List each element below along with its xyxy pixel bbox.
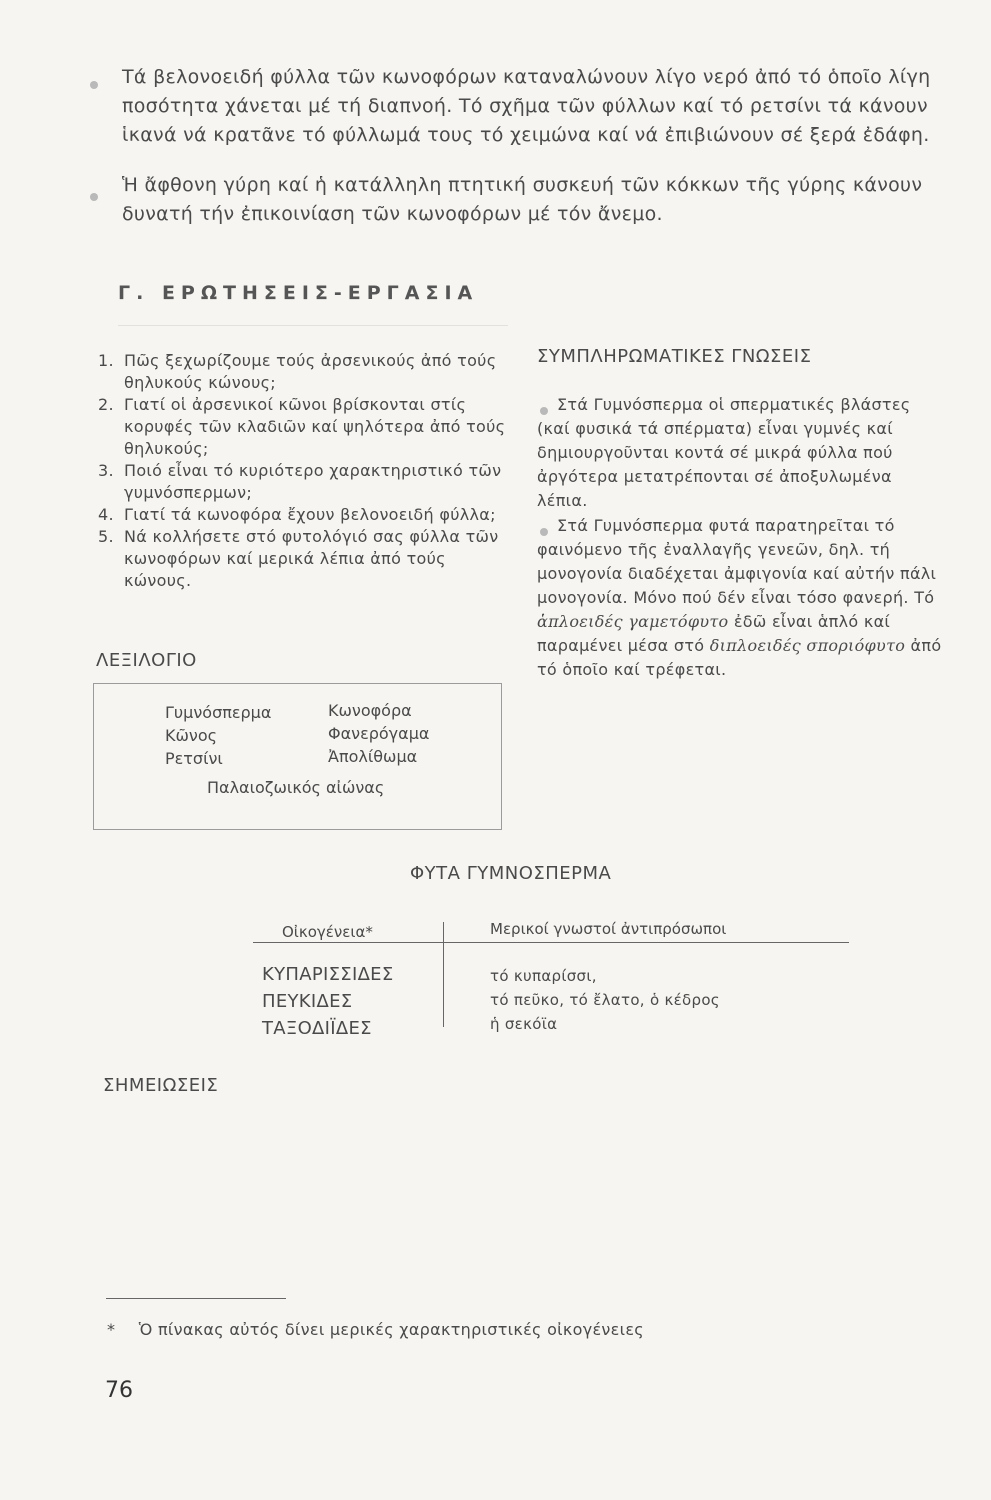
lexicon-box [93,683,502,830]
table-family: ΤΑΞΟΔΙΪΔΕΣ [262,1018,372,1039]
question-number: 1. [98,351,114,370]
divider [118,325,508,326]
lexicon-word: Ἀπολίθωμα [328,747,418,766]
table-header-family: Οἰκογένεια* [282,923,373,941]
lexicon-word: Γυμνόσπερμα [165,703,272,722]
lexicon-word: Κωνοφόρα [328,701,412,720]
table-representative: ἡ σεκόϊα [490,1015,558,1033]
question-item [98,504,508,526]
question-text: Ποιό εἶναι τό κυριότερο χαρακτηριστικό τῶν γυμνόσπερμων; [124,461,502,502]
notes-heading: ΣΗΜΕΙΩΣΕΙΣ [103,1075,219,1096]
table-header-representatives: Μερικοί γνωστοί ἀντιπρόσωποι [490,920,727,938]
footnote-rule [106,1298,286,1299]
lexicon-word: Κῶνος [165,726,218,745]
supplementary-paragraph [537,393,947,513]
questions-list [98,350,508,592]
lexicon-word: Φανερόγαμα [328,724,430,743]
table-representative: τό κυπαρίσσι, [490,967,597,985]
page-number: 76 [105,1378,133,1403]
section-title: Γ. ΕΡΩΤΗΣΕΙΣ-ΕΡΓΑΣΙΑ [118,282,479,304]
supplementary-title: ΣΥΜΠΛΗΡΩΜΑΤΙΚΕΣ ΓΝΩΣΕΙΣ [537,346,812,367]
lexicon-word: Παλαιοζωικός αἰώνας [207,778,385,797]
intro-paragraph: Τά βελονοειδή φύλλα τῶν κωνοφόρων καταναλώνουν λίγο νερό ἀπό τό ὁποῖο λίγη ποσότητα χάνεται μέ τή διαπνοή. Τό σχῆμα τῶν φύλλων καί τό ρετσίνι τά κάνουν ἱκανά νά κρατᾶνε τό φύλλωμά τους τό χειμώνα καί νά ἐπιβιώνουν σέ ξερά ἐδάφη. [122,66,931,146]
question-text: Γιατί τά κωνοφόρα ἔχουν βελονοειδή φύλλα; [124,505,496,524]
footnote [107,1320,644,1339]
question-number: 5. [98,527,114,546]
question-number: 3. [98,461,114,480]
supplementary-text: Στά Γυμνόσπερμα φυτά παρατηρεῖται τό φαινόμενο τῆς ἐναλλαγῆς γενεῶν, δηλ. τή μονογονία διαδέχεται ἀμφιγονία καί αὐτήν πάλι μονογονία. Μόνο πού δέν εἶναι τόσο φανερή. Τό [537,516,937,607]
supplementary-text: Στά Γυμνόσπερμα οἱ σπερματικές βλάστες (καί φυσικά τά σπέρματα) εἶναι γυμνές καί δημιουργοῦνται κοντά σέ μικρά φύλλα πού ἀργότερα μετατρέπονται σέ ἀποξυλωμένα λέπια. [537,395,911,510]
question-number: 2. [98,395,114,414]
footnote-text: Ὁ πίνακας αὐτός δίνει μερικές χαρακτηριστικές οἰκογένειες [138,1320,644,1339]
lexicon-word: Ρετσίνι [165,749,223,768]
bullet-icon [90,193,98,201]
table-family: ΚΥΠΑΡΙΣΣΙΔΕΣ [262,964,394,985]
supplementary-text: ἐδῶ εἶναι ἁπλό καί παραμένει μέσα στό [537,612,891,655]
table-family: ΠΕΥΚΙΔΕΣ [262,991,353,1012]
question-item [98,526,508,592]
question-text: Πῶς ξεχωρίζουμε τούς ἀρσενικούς ἀπό τούς θηλυκούς κώνους; [124,351,497,392]
supplementary-paragraph [537,514,947,682]
supplementary-text: ἀπό τό ὁποῖο καί τρέφεται. [537,636,942,679]
question-item [98,350,508,394]
question-text: Νά κολλήσετε στό φυτολόγιό σας φύλλα τῶν κωνοφόρων καί μερικά λέπια ἀπό τούς κώνους. [124,527,499,590]
supplementary-emphasis: διπλοειδές σποριόφυτο [709,636,906,655]
table-header-rule [253,942,849,943]
supplementary-emphasis: ἁπλοειδές γαμετόφυτο [537,612,729,631]
intro-paragraph: Ἡ ἄφθονη γύρη καί ἡ κατάλληλη πτητική συσκευή τῶν κόκκων τῆς γύρης κάνουν δυνατή τήν ἐπικοινίαση τῶν κωνοφόρων μέ τόν ἄνεμο. [122,174,923,225]
table-title: ΦΥΤΑ ΓΥΜΝΟΣΠΕΡΜΑ [410,863,612,884]
table-column-divider [443,922,444,1027]
question-text: Γιατί οἱ ἀρσενικοί κῶνοι βρίσκονται στίς κορυφές τῶν κλαδιῶν καί ψηλότερα ἀπό τούς θηλυκούς; [124,395,506,458]
lexicon-title: ΛΕΞΙΛΟΓΙΟ [96,650,197,671]
question-item [98,394,508,460]
bullet-icon [90,81,98,89]
question-item [98,460,508,504]
question-number: 4. [98,505,114,524]
footnote-mark: * [107,1320,116,1339]
table-representative: τό πεῦκο, τό ἔλατο, ὁ κέδρος [490,991,720,1009]
